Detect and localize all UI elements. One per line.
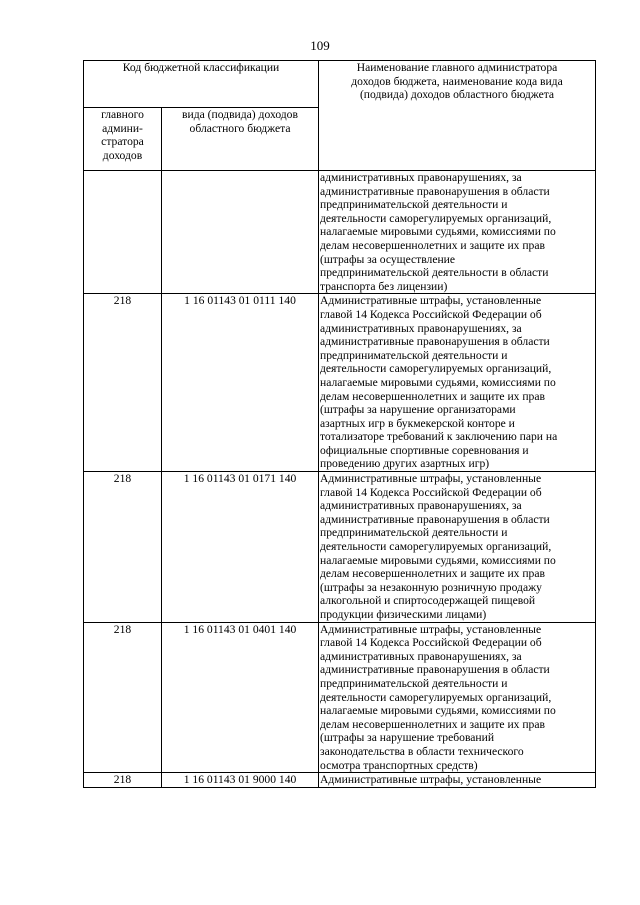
revenue-name-cell: Административные штрафы, установленные главой 14 Кодекса Российской Федерации об административных правонарушениях, за административные правонарушения в области предпринимательской деятельности и деятельности саморегулируемых организаций, налагаемые мировыми судьями, комиссиями по делам несовершеннолетних и защите их прав (штрафы за нарушение организаторами азартных игр в букмекерской конторе и тотализаторе требований к заключению пари на официальные спортивные соревнования и проведению других азартных игр) (319, 294, 596, 472)
revenue-name-cell: административных правонарушениях, за административные правонарушения в области предпринимательской деятельности и деятельности саморегулируемых организаций, налагаемые мировыми судьями, комиссиями по делам несовершеннолетних и защите их прав (штрафы за осуществление предпринимательской деятельности в области транспорта без лицензии) (319, 171, 596, 294)
revenue-code-cell: 1 16 01143 01 0111 140 (162, 294, 319, 472)
header-kind-column: вида (подвида) доходов областного бюджета (162, 108, 319, 171)
page-number: 109 (310, 38, 330, 53)
table-body (84, 61, 596, 788)
table-row (84, 171, 596, 294)
header-admin-column: главного админи- стратора доходов (84, 108, 162, 171)
admin-code-cell: 218 (84, 472, 162, 623)
revenue-name-cell: Административные штрафы, установленные главой 14 Кодекса Российской Федерации об административных правонарушениях, за административные правонарушения в области предпринимательской деятельности и деятельности саморегулируемых организаций, налагаемые мировыми судьями, комиссиями по делам несовершеннолетних и защите их прав (штрафы за нарушение требований законодательства в области технического осмотра транспортных средств) (319, 622, 596, 773)
table-row (84, 472, 596, 623)
table-row (84, 622, 596, 773)
revenue-code-cell: 1 16 01143 01 0171 140 (162, 472, 319, 623)
admin-code-cell: 218 (84, 773, 162, 788)
admin-code-cell: 218 (84, 622, 162, 773)
budget-classification-table (83, 60, 596, 788)
revenue-code-cell (162, 171, 319, 294)
table-row (84, 773, 596, 788)
header-row-top (84, 61, 596, 108)
table-row (84, 294, 596, 472)
revenue-name-cell: Административные штрафы, установленные главой 14 Кодекса Российской Федерации об административных правонарушениях, за административные правонарушения в области предпринимательской деятельности и деятельности саморегулируемых организаций, налагаемые мировыми судьями, комиссиями по делам несовершеннолетних и защите их прав (штрафы за незаконную розничную продажу алкогольной и спиртосодержащей пищевой продукции физическими лицами) (319, 472, 596, 623)
header-budget-code-group: Код бюджетной классификации (84, 61, 319, 108)
revenue-code-cell: 1 16 01143 01 0401 140 (162, 622, 319, 773)
revenue-code-cell: 1 16 01143 01 9000 140 (162, 773, 319, 788)
admin-code-cell (84, 171, 162, 294)
admin-code-cell: 218 (84, 294, 162, 472)
revenue-name-cell: Административные штрафы, установленные (319, 773, 596, 788)
header-name-column: Наименование главного администратора доходов бюджета, наименование кода вида (подвида) доходов областного бюджета (319, 61, 596, 171)
